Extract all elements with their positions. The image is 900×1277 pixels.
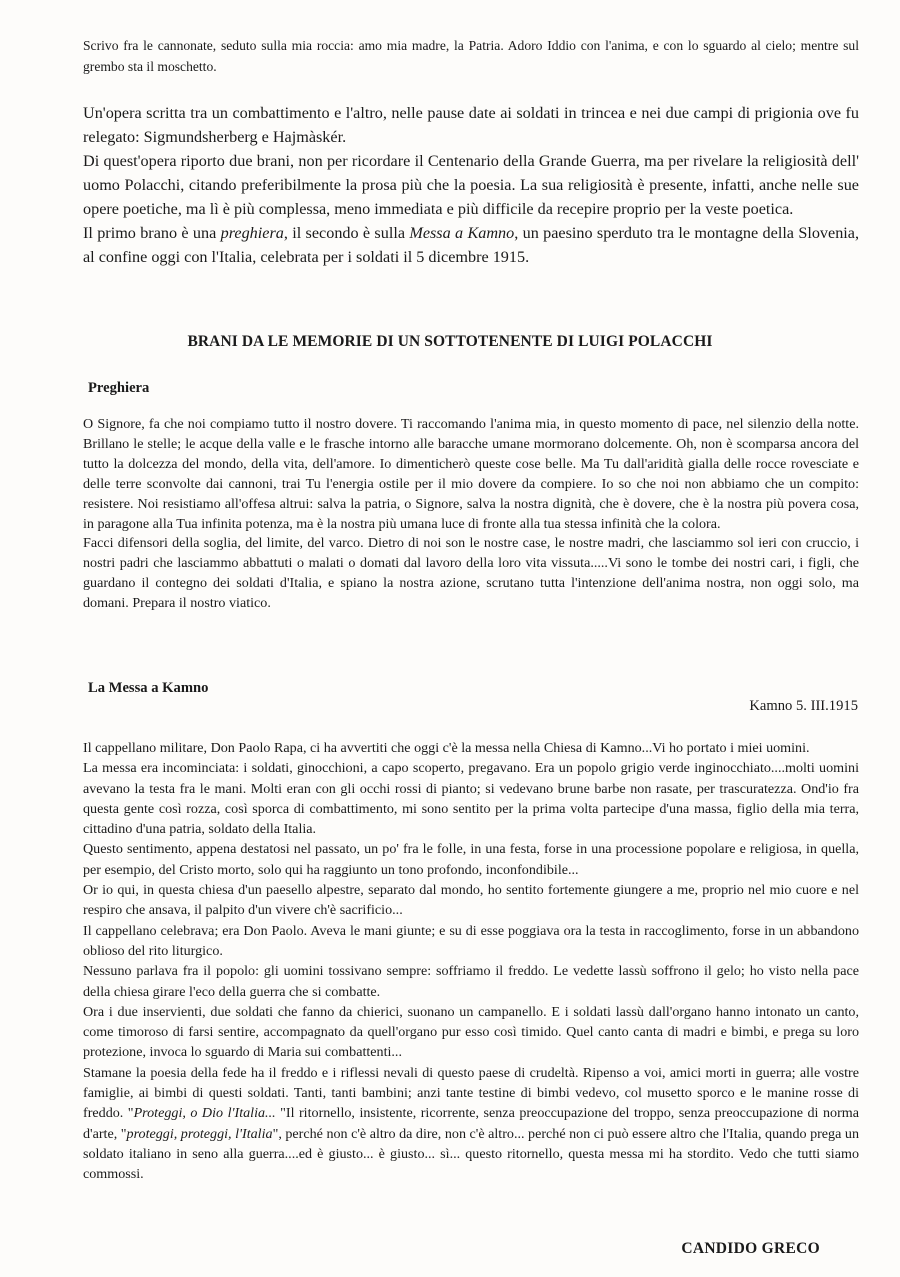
messa-paragraph: Ora i due inservienti, due soldati che fanno da chierici, suonano un campanello. E i soldati lassù dall'organo hanno intonato un canto, come timoroso di farsi sentire, accompagnato da quell'organo pur esso così timido. Quel canto canta di madri e bimbi, e prega su loro protezione, invoca lo sguardo di Maria sui combattenti... [83,1003,859,1061]
main-heading: BRANI DA LE MEMORIE DI UN SOTTOTENENTE DI LUIGI POLACCHI [187,333,713,350]
messa-text: ", perché non c'è altro da dire, non c'è altro... perché non ci può essere altro che l'Italia, quando prega un soldato italiano in seno alla guerra....ed è giusto... è giusto... sì... questo ritornello, questa messa mi ha stordito. Vedo che tutti siamo commossi. [83,1125,859,1183]
messa-paragraph-last [83,1063,859,1185]
intro-paragraph: Un'opera scritta tra un combattimento e l'altro, nelle pause date ai soldati in trincea e nei due campi di prigionia ove fu relegato: Sigmundsherberg e Hajmàskér. [83,104,859,146]
intro-text: Il primo brano è una [83,224,221,242]
preghiera-section [83,415,859,614]
messa-text: Stamane la poesia della fede ha il freddo e i riflessi nevali di questo paese di crudeltà. Ripenso a voi, amici morti in guerra; alle vostre famiglie, ai bimbi di questi soldati. Tanti, tanti bambini; anzi tante testine di bimbi vedevo, col musetto sporco e le manine rosse di freddo. " [83,1064,859,1122]
messa-emphasis: Proteggi, o Dio l'Italia... [133,1105,276,1122]
messa-paragraph: Questo sentimento, appena destatosi nel passato, un po' fra le folle, in una festa, forse in una processione popolare e religiosa, in quella, per esempio, del Cristo morto, solo qui ha raggiunto un tono profondo, inconfondibile... [83,841,859,878]
intro-emphasis: Messa a Kamno [409,224,515,242]
messa-paragraph: Il cappellano celebrava; era Don Paolo. Aveva le mani giunte; e su di esse poggiava ora la testa in raccoglimento, forse in un abbandono oblioso del rito liturgico. [83,922,859,959]
messa-text: "Il ritornello, insistente, ricorrente, senza preoccupazione del troppo, senza preoccupazione di norma d'arte, " [83,1105,859,1142]
intro-text: , il secondo è sulla [283,224,410,242]
messa-paragraph: La messa era incominciata: i soldati, ginocchioni, a capo scoperto, pregavano. Era un popolo grigio verde inginocchiato....molti uomini avevano la testa fra le mani. Molti eran con gli occhi rossi di pianto; si vedevano brune barbe non rasate, per trascuratezza. Ond'io fra questa gente così rozza, così sporca di combattimento, mi sono sentito per la prima volta partecipe d'una massa, figlio della mia terra, cittadino d'una patria, soldato della Italia. [83,760,859,838]
intro-paragraph-last [83,221,859,269]
messa-emphasis: proteggi, proteggi, l'Italia [126,1125,273,1142]
preghiera-paragraph: O Signore, fa che noi compiamo tutto il nostro dovere. Ti raccomando l'anima mia, in questo momento di pace, nel silenzio della notte. Brillano le stelle; le acque della valle e le frasche intorno alle baracche umane mormorano dolcemente. Oh, non è scomparsa ancora del tutto la dolcezza del mondo, della vita, dell'amore. Io dimenticherò queste cose belle. Ma Tu dall'aridità gialla delle rocce rovesciate e delle terre sconvolte dai cannoni, trai Tu l'energia ostile per il mio dovere da compiere. Io so che noi non abbiamo che un compito: resistere. Noi resistiamo all'offesa altrui: salva la patria, o Signore, salva la nostra dignità, che è dovere, che è la nostra più povera cosa, in paragone alla Tua infinita potenza, ma è la nostra più umana luce di fronte alla tua stessa infinità che la colora. [83,416,859,532]
opening-quote [83,36,859,77]
opening-quote-text: Scrivo fra le cannonate, seduto sulla mia roccia: amo mia madre, la Patria. Adoro Iddio con l'anima, e con lo sguardo al cielo; mentre sul grembo sta il moschetto. [83,38,859,74]
intro-section [83,101,859,269]
intro-emphasis: preghiera [220,224,284,242]
messa-section [83,738,859,1185]
messa-paragraph: Or io qui, in questa chiesa d'un paesello alpestre, separato dal mondo, ho sentito fortemente giungere a me, proprio nel mio cuore e nel respiro che ansava, il palpito d'un vivere ch'è sacrificio... [83,882,859,919]
messa-dateline: Kamno 5. III.1915 [749,698,858,714]
preghiera-title: Preghiera [88,380,150,396]
intro-paragraph: Di quest'opera riporto due brani, non per ricordare il Centenario della Grande Guerra, ma per rivelare la religiosità dell' uomo Polacchi, citando preferibilmente la prosa più che la poesia. La sua religiosità è presente, infatti, anche nelle sue opere poetiche, ma lì è più complessa, meno immediata e più difficile da recepire proprio per la veste poetica. [83,152,859,218]
author-signature: CANDIDO GRECO [681,1240,820,1257]
messa-paragraph: Il cappellano militare, Don Paolo Rapa, ci ha avvertiti che oggi c'è la messa nella Chiesa di Kamno...Vi ho portato i miei uomini. [83,740,810,756]
messa-paragraph: Nessuno parlava fra il popolo: gli uomini tossivano sempre: soffriamo il freddo. Le vedette lassù soffrono il gelo; ho visto nella pace della chiesa girare l'eco della guerra che si combatte. [83,963,859,1000]
preghiera-paragraph: Facci difensori della soglia, del limite, del varco. Dietro di noi son le nostre case, le nostre madri, che lasciammo sol ieri con cruccio, i nostri padri che lasciammo abbattuti o malati o domati dal lavoro della loro vita vissuta.....Vi sono le tombe dei nostri cari, i figli, che guardano il contegno dei soldati d'Italia, e spiano la nostra azione, scrutano tutta l'intenzione dell'anima nostra, non oggi solo, ma domani. Prepara il nostro viatico. [83,535,859,612]
intro-text: , un paesino sperduto tra le montagne della Slovenia, al confine oggi con l'Italia, celebrata per i soldati il 5 dicembre 1915. [83,224,860,266]
messa-title: La Messa a Kamno [88,680,209,696]
